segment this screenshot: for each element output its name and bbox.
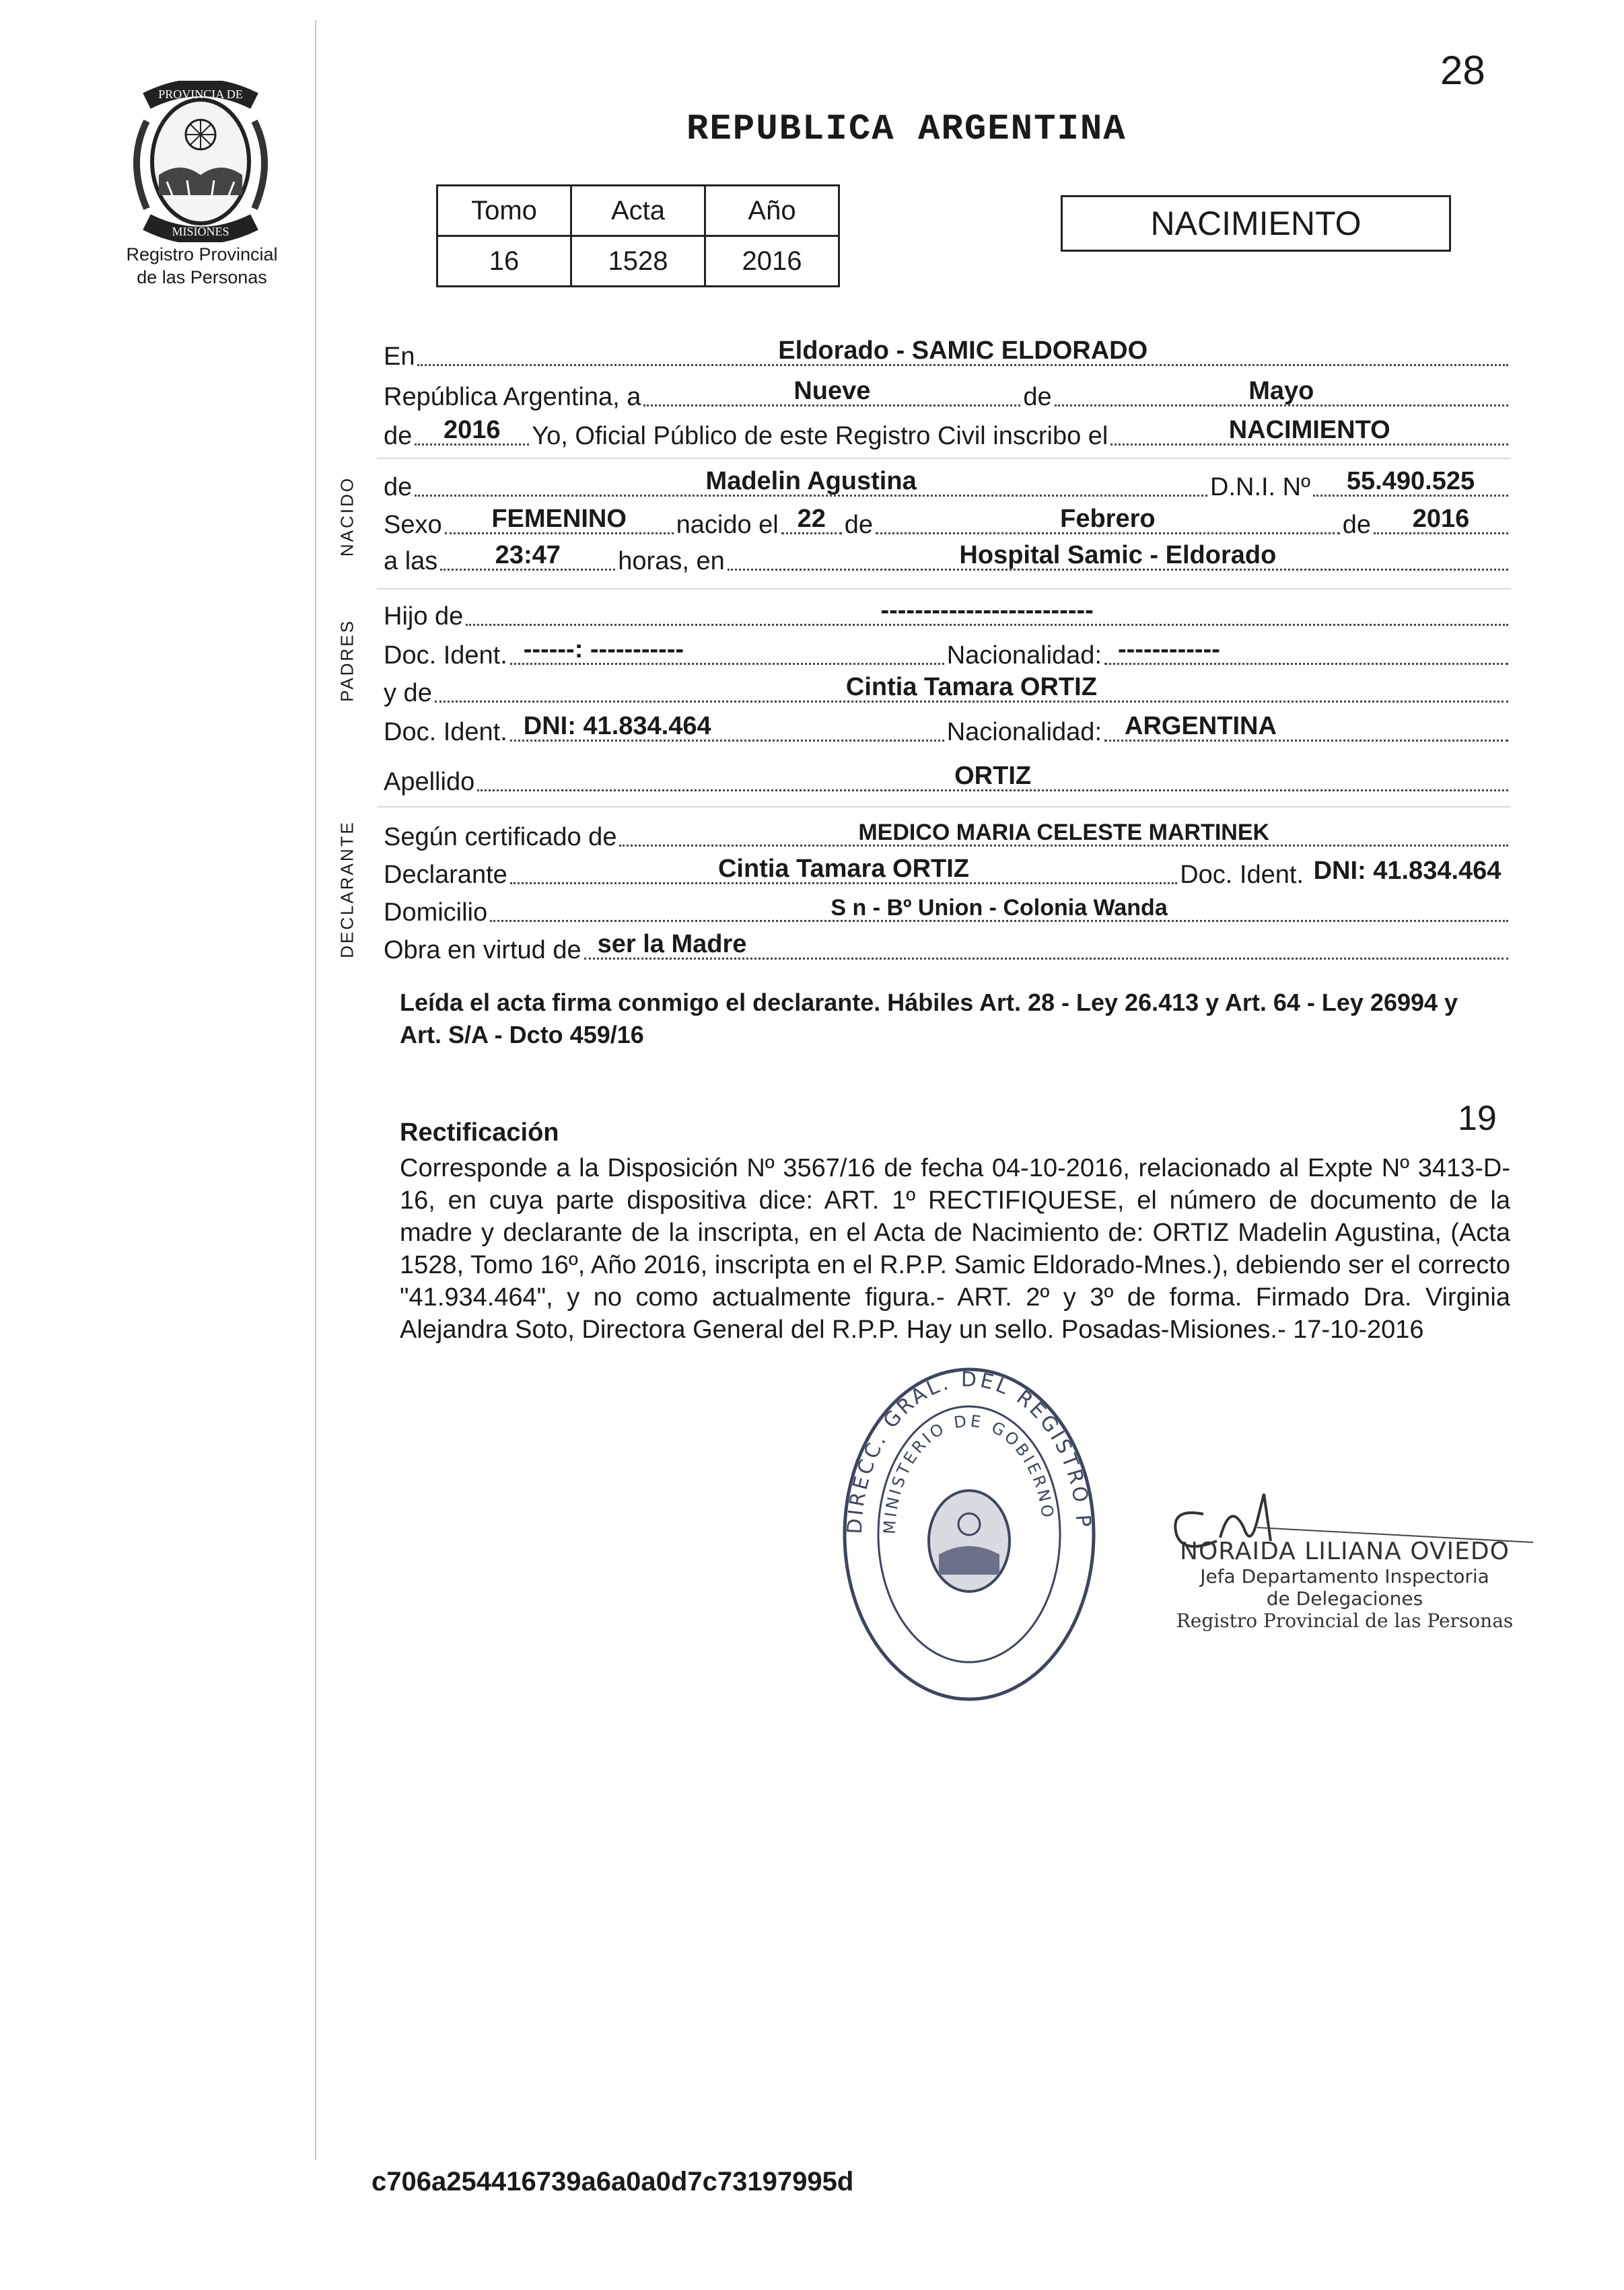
value-anio-nac: 2016 bbox=[1412, 505, 1470, 533]
table-header-tomo: Tomo bbox=[437, 186, 571, 236]
label-nacionalidad-2: Nacionalidad: bbox=[946, 718, 1102, 746]
row-apellido bbox=[384, 759, 1511, 797]
value-padre-nac: ------------ bbox=[1118, 635, 1220, 664]
value-madre-doc: DNI: 41.834.464 bbox=[523, 712, 711, 740]
label-de-3: de bbox=[384, 473, 413, 501]
field-lugar bbox=[417, 336, 1508, 366]
separator bbox=[377, 458, 1511, 459]
row-fecha bbox=[384, 374, 1511, 412]
value-declarante: Cintia Tamara ORTIZ bbox=[717, 855, 970, 883]
table-value-acta: 1528 bbox=[571, 236, 705, 287]
label-dni: D.N.I. Nº bbox=[1210, 473, 1310, 501]
field-anio bbox=[415, 415, 529, 445]
stamp-outer-text: DIRECC. GRAL. DEL REGISTRO P bbox=[843, 1367, 1096, 1535]
rectificacion-number: 19 bbox=[1458, 1099, 1497, 1138]
table-header-acta: Acta bbox=[571, 186, 705, 236]
row-madre-doc bbox=[384, 709, 1511, 747]
row-padre bbox=[384, 594, 1511, 631]
margin-line bbox=[315, 20, 316, 2160]
record-table-value-row bbox=[437, 236, 839, 287]
value-sexo: FEMENINO bbox=[491, 505, 627, 533]
row-lugar bbox=[384, 334, 1511, 371]
field-lugar-nac bbox=[728, 540, 1508, 571]
table-value-tomo: 16 bbox=[437, 236, 571, 287]
label-doc-ident-2: Doc. Ident. bbox=[384, 718, 507, 746]
table-header-anio: Año bbox=[705, 186, 839, 236]
label-y-de: y de bbox=[384, 679, 432, 707]
field-madre-doc bbox=[510, 711, 944, 742]
label-de-1: de bbox=[1023, 383, 1052, 411]
field-sexo bbox=[445, 504, 674, 534]
row-padre-doc bbox=[384, 633, 1511, 670]
field-certificado bbox=[619, 816, 1508, 847]
value-mes-texto: Mayo bbox=[1248, 377, 1314, 405]
footer-hash: c706a254416739a6a0a0d7c73197995d bbox=[372, 2167, 854, 2196]
field-madre-nac bbox=[1104, 711, 1508, 742]
value-dia-texto: Nueve bbox=[793, 377, 871, 405]
field-declarante bbox=[510, 854, 1177, 884]
official-seal-stamp-icon bbox=[821, 1359, 1117, 1709]
label-de-2: de bbox=[384, 422, 413, 450]
field-tipo-inscripcion bbox=[1110, 415, 1508, 445]
row-certificado bbox=[384, 814, 1511, 852]
logo-caption-line2: de las Personas bbox=[137, 266, 267, 287]
row-madre bbox=[384, 670, 1511, 708]
value-virtud: ser la Madre bbox=[597, 930, 747, 958]
label-domicilio: Domicilio bbox=[384, 898, 488, 927]
label-declarante: Declarante bbox=[384, 861, 507, 889]
value-anio: 2016 bbox=[444, 416, 501, 444]
value-mes-nac: Febrero bbox=[1060, 505, 1156, 533]
logo-caption bbox=[101, 244, 303, 289]
rectificacion-title: Rectificación bbox=[400, 1118, 559, 1147]
field-mes-texto bbox=[1055, 376, 1508, 406]
label-apellido: Apellido bbox=[384, 768, 475, 796]
page-number: 28 bbox=[1440, 48, 1485, 93]
field-dia-texto bbox=[643, 376, 1020, 406]
value-dni: 55.490.525 bbox=[1346, 467, 1475, 495]
label-a-las: a las bbox=[384, 547, 438, 575]
signature-dept: de Delegaciones bbox=[1266, 1587, 1423, 1610]
field-padre-nac bbox=[1104, 635, 1508, 665]
separator bbox=[377, 588, 1511, 589]
field-madre bbox=[435, 672, 1508, 703]
emblem-top-text: PROVINCIA DE bbox=[158, 87, 243, 101]
label-republica: República Argentina, a bbox=[384, 383, 641, 411]
label-segun-certificado: Según certificado de bbox=[384, 823, 617, 851]
closing-note: Leída el acta firma conmigo el declarante. Hábiles Art. 28 - Ley 26.413 y Art. 64 - Ley 26994 y Art. S/A - Dcto 459/16 bbox=[400, 989, 1458, 1048]
row-domicilio bbox=[384, 890, 1511, 927]
provincia-de-misiones-seal-icon bbox=[120, 81, 281, 242]
emblem-bottom-text: MISIONES bbox=[172, 225, 230, 238]
label-nacionalidad-1: Nacionalidad: bbox=[946, 641, 1102, 670]
field-apellido bbox=[477, 761, 1508, 791]
value-padre: ------------------------- bbox=[880, 596, 1094, 624]
field-virtud bbox=[584, 929, 1508, 960]
value-certificado: MEDICO MARIA CELESTE MARTINEK bbox=[858, 820, 1270, 845]
value-domicilio: S n - Bº Union - Colonia Wanda bbox=[831, 895, 1168, 921]
field-dni bbox=[1313, 466, 1508, 497]
label-en: En bbox=[384, 343, 415, 371]
value-madre-nac: ARGENTINA bbox=[1125, 712, 1277, 740]
section-label-declarante: DECLARANTE bbox=[337, 820, 357, 958]
field-padre-doc bbox=[510, 635, 944, 665]
field-anio-nac bbox=[1374, 504, 1508, 534]
label-doc-ident-3: Doc. Ident. bbox=[1180, 861, 1304, 889]
record-table-header-row bbox=[437, 186, 839, 236]
record-type-box: NACIMIENTO bbox=[1061, 195, 1451, 252]
row-hora bbox=[384, 538, 1511, 576]
label-doc-ident-1: Doc. Ident. bbox=[384, 641, 507, 670]
row-inscripcion bbox=[384, 413, 1511, 451]
value-hora: 23:47 bbox=[495, 541, 561, 569]
label-de-5: de bbox=[1342, 511, 1371, 539]
stamp-inner-text: MINISTERIO DE GOBIERNO bbox=[880, 1411, 1058, 1535]
section-label-nacido: NACIDO bbox=[337, 476, 357, 557]
label-hijo-de: Hijo de bbox=[384, 602, 464, 631]
rectificacion-body: Corresponde a la Disposición Nº 3567/16 de fecha 04-10-2016, relacionado al Expte Nº 3413-D-16, en cuya parte dispositiva dice: ART. 1º RECTIFIQUESE, el número de documento de la madre y declarante de la inscripta, en el Acta de Nacimiento de: ORTIZ Madelin Agustina, (Acta 1528, Tomo 16º, Año 2016, inscripta en el R.P.P. Samic Eldorado-Mnes.), debiendo ser el correcto "41.934.464", y no como actualmente figura.- ART. 2º y 3º de forma. Firmado Dra. Virginia Alejandra Soto, Directora General del R.P.P. Hay un sello. Posadas-Misiones.- 17-10-2016 bbox=[400, 1154, 1510, 1344]
table-value-anio: 2016 bbox=[705, 236, 839, 287]
value-lugar: Eldorado - SAMIC ELDORADO bbox=[778, 336, 1148, 365]
row-sexo bbox=[384, 502, 1511, 540]
value-dia-nac: 22 bbox=[797, 505, 826, 533]
field-declarante-doc bbox=[1306, 856, 1508, 884]
field-hora bbox=[440, 540, 615, 571]
label-sexo: Sexo bbox=[384, 511, 442, 539]
signature-role: Jefa Departamento Inspectoria bbox=[1200, 1565, 1489, 1587]
value-tipo-inscripcion: NACIMIENTO bbox=[1228, 416, 1390, 444]
value-padre-doc: ------: ----------- bbox=[523, 635, 684, 664]
field-dia-nac bbox=[781, 504, 842, 534]
row-declarante bbox=[384, 852, 1511, 890]
record-table bbox=[436, 184, 840, 287]
value-nombre: Madelin Agustina bbox=[705, 467, 917, 495]
signature-name: NORAIDA LILIANA OVIEDO bbox=[1180, 1538, 1510, 1565]
field-domicilio bbox=[490, 892, 1508, 922]
field-padre bbox=[466, 596, 1508, 626]
value-lugar-nac: Hospital Samic - Eldorado bbox=[959, 541, 1277, 569]
row-virtud bbox=[384, 927, 1511, 965]
row-nombre bbox=[384, 464, 1511, 502]
signature-block bbox=[1156, 1487, 1533, 1632]
page-title: REPUBLICA ARGENTINA bbox=[686, 109, 1127, 150]
logo-caption-line1: Registro Provincial bbox=[126, 244, 278, 264]
section-label-padres: PADRES bbox=[337, 619, 357, 702]
field-mes-nac bbox=[876, 504, 1340, 534]
value-madre: Cintia Tamara ORTIZ bbox=[845, 673, 1097, 701]
field-nombre bbox=[415, 466, 1207, 497]
label-yo: Yo, Oficial Público de este Registro Civil inscribo el bbox=[532, 422, 1108, 450]
label-obra-en-virtud: Obra en virtud de bbox=[384, 936, 581, 964]
value-apellido: ORTIZ bbox=[954, 762, 1032, 790]
label-de-4: de bbox=[844, 511, 874, 539]
separator bbox=[377, 806, 1511, 808]
value-declarante-doc: DNI: 41.834.464 bbox=[1313, 857, 1502, 885]
label-horas-en: horas, en bbox=[618, 547, 725, 575]
label-nacido-el: nacido el bbox=[676, 511, 779, 539]
signature-org: Registro Provincial de las Personas bbox=[1176, 1610, 1514, 1632]
